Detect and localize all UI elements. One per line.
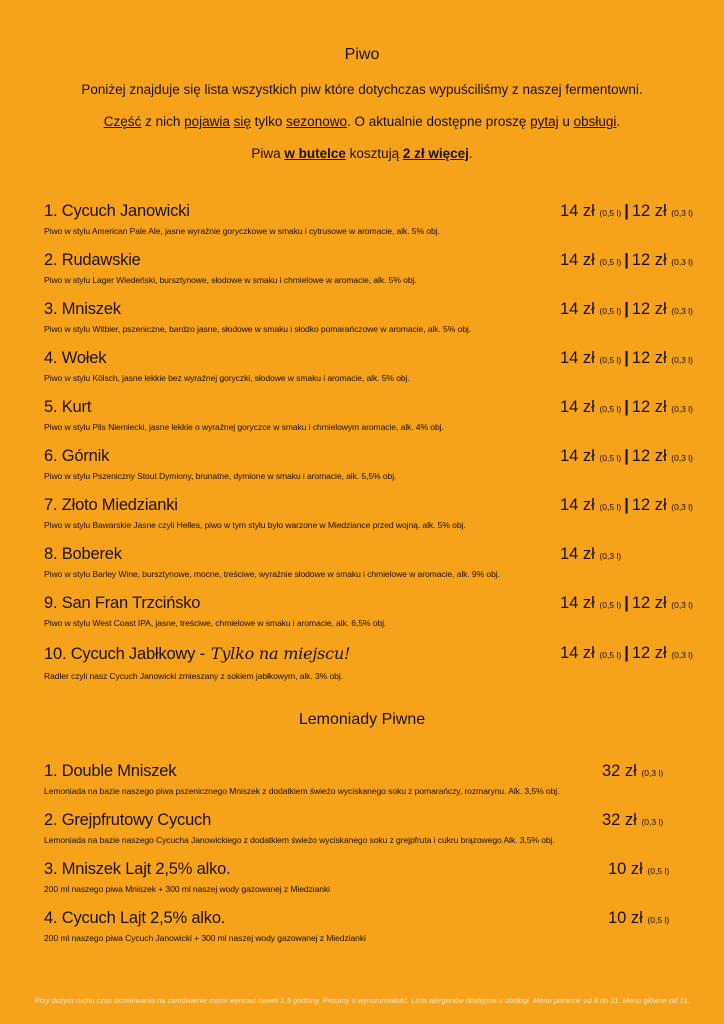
beer-tagline: Tylko na miejscu! — [210, 644, 351, 663]
intro-text: kosztują — [345, 146, 403, 161]
lemonade-description: Lemoniada na bazie naszego piwa pszenicznego Mniszek z dodatkiem świeżo wyciskanego soku z pomarańczy, rozmarynu. Alk. 3,5% obj. — [44, 786, 560, 796]
price-large: 14 zł — [560, 594, 595, 612]
intro-text: . — [616, 114, 621, 129]
price-large: 14 zł — [560, 251, 595, 269]
intro-text: tylko — [250, 114, 287, 129]
price-small: 12 zł — [631, 447, 667, 465]
size-value: (0,5 l) — [647, 915, 670, 925]
size-value: (0,5 l) — [647, 866, 670, 876]
size-small: (0,3 l) — [671, 208, 693, 218]
beer-price — [560, 251, 693, 270]
page-title: Piwo — [344, 46, 380, 63]
beer-description: Piwo w stylu Pszeniczny Stout Dymiony, brunatne, dymione w smaku i aromacie, alk. 5,5% obj. — [44, 471, 397, 481]
size-small: (0,3 l) — [671, 502, 693, 512]
lemonade-name: 2. Grejpfrutowy Cycuch — [44, 811, 212, 829]
price-value: 10 zł — [608, 909, 643, 927]
beer-name: 6. Górnik — [44, 447, 110, 465]
price-large: 14 zł — [560, 300, 595, 318]
price-separator: | — [624, 251, 629, 269]
size-small: (0,3 l) — [671, 257, 693, 267]
beer-item — [44, 447, 693, 487]
intro-word-sie: się — [233, 114, 251, 129]
size-large: (0,5 l) — [599, 355, 622, 365]
price-value: 32 zł — [602, 811, 637, 829]
intro-line-3 — [0, 146, 724, 161]
price-separator: | — [624, 496, 629, 514]
size-large: (0,3 l) — [599, 551, 622, 561]
beer-description: Piwo w stylu American Pale Ale, jasne wyraźnie goryczkowe w smaku i cytrusowe w aromacie, alk. 5% obj. — [44, 226, 440, 236]
price-large: 14 zł — [560, 349, 595, 367]
beer-item — [44, 594, 693, 634]
size-large: (0,5 l) — [599, 502, 622, 512]
beer-item — [44, 349, 693, 389]
price-small: 12 zł — [631, 644, 667, 662]
price-large: 14 zł — [560, 398, 595, 416]
beer-item — [44, 202, 693, 242]
beer-description: Piwo w stylu Bawarskie Jasne czyli Helles, piwo w tym stylu było warzone w Miedziance przed wojną. alk. 5% obj. — [44, 520, 466, 530]
lemonade-price — [608, 909, 669, 928]
intro-word-czesc: Część — [103, 114, 142, 129]
beer-price — [560, 202, 693, 221]
beer-name-text: 10. Cycuch Jabłkowy - — [44, 645, 205, 663]
beer-description: Piwo w stylu Kölsch, jasne lekkie bez wyraźnej goryczki, słodowe w smaku i aromacie, alk. 5% obj. — [44, 373, 410, 383]
lemonade-item — [44, 762, 684, 802]
size-value: (0,3 l) — [641, 768, 664, 778]
beer-item — [44, 644, 693, 684]
beer-name: 5. Kurt — [44, 398, 92, 416]
size-large: (0,5 l) — [599, 600, 622, 610]
price-separator: | — [624, 349, 629, 367]
price-small: 12 zł — [631, 496, 667, 514]
price-small: 12 zł — [631, 594, 667, 612]
size-large: (0,5 l) — [599, 453, 622, 463]
intro-line-1: Poniżej znajduje się lista wszystkich piw które dotychczas wypuściliśmy z naszej fermentowni. — [81, 82, 643, 97]
size-large: (0,5 l) — [599, 306, 622, 316]
beer-price — [560, 349, 693, 368]
beer-item — [44, 496, 693, 536]
price-large: 14 zł — [560, 644, 595, 662]
price-small: 12 zł — [631, 398, 667, 416]
size-small: (0,3 l) — [671, 650, 693, 660]
lemonade-name: 4. Cycuch Lajt 2,5% alko. — [44, 909, 226, 927]
beer-description: Radler czyli nasz Cycuch Janowicki zmieszany z sokiem jabłkowym, alk. 3% obj. — [44, 671, 343, 681]
beer-price — [560, 644, 693, 663]
price-small: 12 zł — [631, 251, 667, 269]
intro-text: z nich — [141, 114, 185, 129]
beer-name: 3. Mniszek — [44, 300, 121, 318]
size-small: (0,3 l) — [671, 404, 693, 414]
lemonade-description: 200 ml naszego piwa Mniszek + 300 ml naszej wody gazowanej z Miedzianki — [44, 884, 330, 894]
intro-text: Piwa — [251, 146, 285, 161]
lemonade-price — [602, 811, 663, 830]
intro-word-pojawia: pojawia — [184, 114, 230, 129]
size-large: (0,5 l) — [599, 208, 622, 218]
beer-name: 1. Cycuch Janowicki — [44, 202, 190, 220]
price-large: 14 zł — [560, 447, 595, 465]
price-large: 14 zł — [560, 545, 595, 563]
beer-name: 8. Boberek — [44, 545, 122, 563]
lemonade-item — [44, 909, 684, 949]
beer-item — [44, 398, 693, 438]
lemonade-price — [608, 860, 669, 879]
lemonade-description: Lemoniada na bazie naszego Cycucha Janowickiego z dodatkiem świeżo wyciskanego soku z grejpfruta i cukru brązowego Alk. 3,5% obj. — [44, 835, 555, 845]
beer-description: Piwo w stylu Witbier, pszeniczne, bardzo jasne, słodowe w smaku i słodko pomarańczowe w aromacie, alk. 5% obj. — [44, 324, 471, 334]
intro-word-pytaj: pytaj — [530, 114, 559, 129]
lemonade-name: 1. Double Mniszek — [44, 762, 177, 780]
size-large: (0,5 l) — [599, 404, 622, 414]
beer-price — [560, 545, 621, 564]
size-small: (0,3 l) — [671, 355, 693, 365]
intro-text: . O aktualnie dostępne proszę — [346, 114, 531, 129]
beer-name: 2. Rudawskie — [44, 251, 141, 269]
beer-price — [560, 300, 693, 319]
beer-description: Piwo w stylu Barley Wine, bursztynowe, mocne, treściwe, wyraźnie słodowe w smaku i chmielowe w aromacie, alk. 9% obj. — [44, 569, 500, 579]
beer-description: Piwo w stylu Pils Niemiecki, jasne lekkie o wyraźnej goryczce w smaku i chmielowym aromacie, alk. 4% obj. — [44, 422, 444, 432]
price-separator: | — [624, 447, 629, 465]
beer-item — [44, 300, 693, 340]
beer-price — [560, 594, 693, 613]
lemonade-price — [602, 762, 663, 781]
price-separator: | — [624, 644, 629, 662]
lemonade-item — [44, 860, 684, 900]
lemonade-item — [44, 811, 684, 851]
intro-text: u — [558, 114, 574, 129]
size-large: (0,5 l) — [599, 650, 622, 660]
price-small: 12 zł — [631, 300, 667, 318]
price-value: 10 zł — [608, 860, 643, 878]
beer-description: Piwo w stylu West Coast IPA, jasne, treściwe, chmielowe w smaku i aromacie, alk. 6,5% obj. — [44, 618, 387, 628]
beer-name: 9. San Fran Trzcińsko — [44, 594, 201, 612]
intro-line-2 — [0, 114, 724, 129]
beer-item — [44, 251, 693, 291]
lemonade-description: 200 ml naszego piwa Cycuch Janowicki + 300 ml naszej wody gazowanej z Miedzianki — [44, 933, 366, 943]
size-large: (0,5 l) — [599, 257, 622, 267]
price-large: 14 zł — [560, 496, 595, 514]
size-small: (0,3 l) — [671, 600, 693, 610]
footer-note: Przy dużym ruchu czas oczekiwania na zamówienie może wynosić nawet 1,5 godziny. Prosimy o wyrozumiałość. Lista alergenów dostępna u obsługi. Menu poranne od 8 do 11. Menu główne od 11. — [34, 996, 690, 1005]
intro-text: . — [468, 146, 473, 161]
beer-price — [560, 447, 693, 466]
price-separator: | — [624, 398, 629, 416]
size-small: (0,3 l) — [671, 306, 693, 316]
price-separator: | — [624, 594, 629, 612]
price-separator: | — [624, 300, 629, 318]
lemonade-name: 3. Mniszek Lajt 2,5% alko. — [44, 860, 231, 878]
price-small: 12 zł — [631, 349, 667, 367]
intro-word-sezonowo: sezonowo — [286, 114, 347, 129]
price-large: 14 zł — [560, 202, 595, 220]
beer-name: 7. Złoto Miedzianki — [44, 496, 178, 514]
intro-word-obslugi: obsługi — [573, 114, 617, 129]
size-value: (0,3 l) — [641, 817, 664, 827]
intro-word-w-butelce: w butelce — [284, 146, 346, 161]
price-value: 32 zł — [602, 762, 637, 780]
beer-name — [44, 644, 350, 664]
price-small: 12 zł — [631, 202, 667, 220]
price-separator: | — [624, 202, 629, 220]
beer-description: Piwo w stylu Lager Wiedeński, bursztynowe, słodowe w smaku i chmielowe w aromacie, alk. 5% obj. — [44, 275, 417, 285]
beer-price — [560, 398, 693, 417]
beer-name: 4. Wołek — [44, 349, 107, 367]
beer-item — [44, 545, 684, 585]
section-title-lemonades: Lemoniady Piwne — [298, 711, 426, 728]
intro-word-2zl-wiecej: 2 zł więcej — [402, 146, 469, 161]
size-small: (0,3 l) — [671, 453, 693, 463]
beer-price — [560, 496, 693, 515]
